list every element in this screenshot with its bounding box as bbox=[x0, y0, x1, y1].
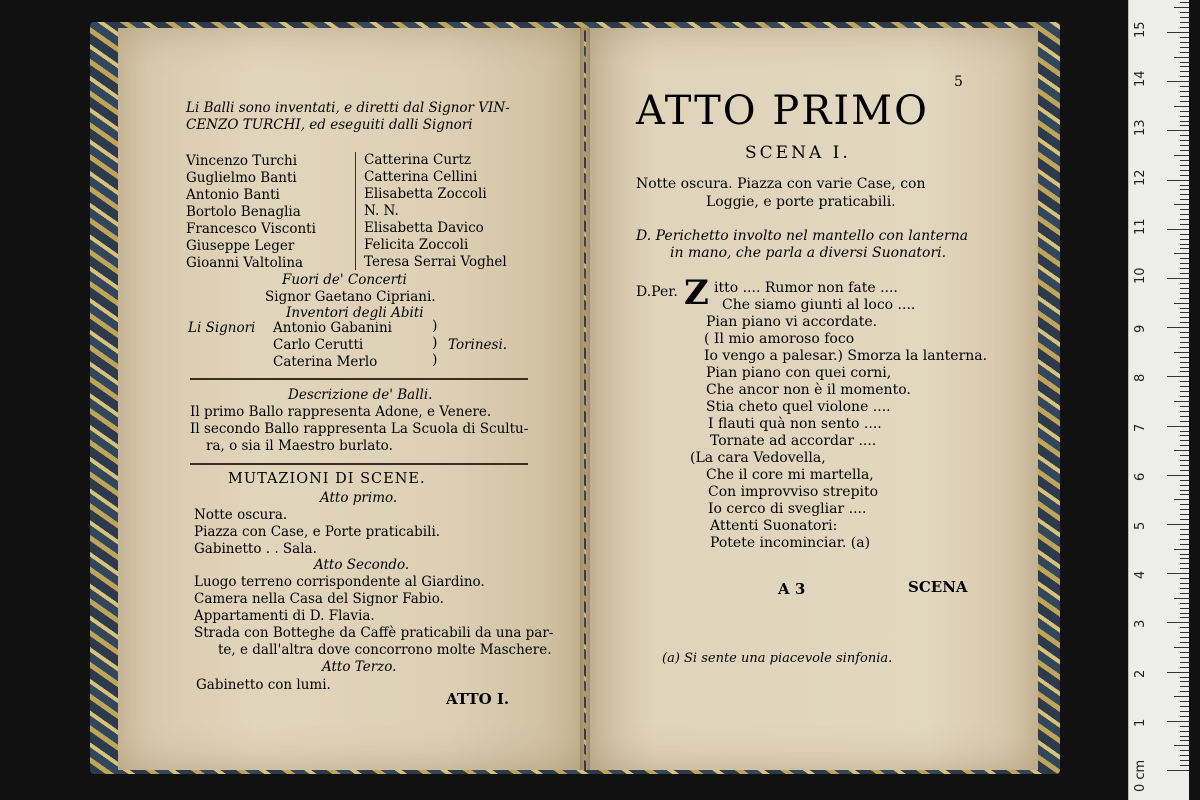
ruler-tick bbox=[1180, 465, 1189, 466]
verse-line: Pian piano con quei corni, bbox=[706, 365, 892, 381]
ruler-tick bbox=[1180, 701, 1189, 702]
ruler-tick bbox=[1180, 726, 1189, 727]
ruler-tick bbox=[1167, 573, 1189, 574]
verse-line: ( Il mio amoroso foco bbox=[704, 331, 855, 347]
ruler-tick bbox=[1167, 426, 1189, 427]
ruler-label: 15 bbox=[1133, 21, 1148, 38]
dancer-name: Catterina Curtz bbox=[364, 152, 472, 168]
ruler-label: 9 bbox=[1133, 324, 1148, 334]
ruler-tick bbox=[1180, 47, 1189, 48]
dancer-name: Bortolo Benaglia bbox=[186, 204, 301, 220]
ruler-tick bbox=[1180, 96, 1189, 97]
stage-direction-2: in mano, che parla a diversi Suonatori. bbox=[670, 245, 947, 261]
ruler-tick bbox=[1180, 554, 1189, 555]
ruler-tick bbox=[1180, 480, 1189, 481]
ruler-label: 13 bbox=[1133, 119, 1148, 137]
ruler-tick bbox=[1167, 524, 1189, 525]
ruler-tick bbox=[1180, 588, 1189, 589]
ruler-tick bbox=[1167, 32, 1189, 33]
ruler-tick bbox=[1174, 57, 1189, 58]
ruler-tick bbox=[1180, 435, 1189, 436]
header-line-1: Li Balli sono inventati, e diretti dal Signor VIN- bbox=[186, 100, 510, 116]
ruler-tick bbox=[1180, 558, 1189, 559]
stage-direction-1: D. Perichetto involto nel mantello con lanterna bbox=[636, 228, 969, 244]
drop-cap: Z bbox=[684, 273, 709, 313]
ruler-tick bbox=[1180, 91, 1189, 92]
scene-line: Camera nella Casa del Signor Fabio. bbox=[194, 591, 444, 607]
ruler-tick bbox=[1174, 696, 1189, 697]
ruler-tick bbox=[1180, 342, 1189, 343]
ruler-tick bbox=[1180, 490, 1189, 491]
divider-rule bbox=[190, 463, 528, 465]
ruler-tick bbox=[1180, 234, 1189, 235]
verse-line: Io cerco di svegliar .... bbox=[708, 501, 867, 517]
verse-line: Che siamo giunti al loco .... bbox=[722, 297, 916, 313]
ruler-tick bbox=[1174, 745, 1189, 746]
ruler-tick bbox=[1180, 691, 1189, 692]
verse-line: Io vengo a palesar.) Smorza la lanterna. bbox=[704, 348, 988, 364]
ruler-tick bbox=[1167, 721, 1189, 722]
right-catchword: SCENA bbox=[908, 578, 968, 596]
ruler-label: 7 bbox=[1133, 423, 1148, 432]
ruler-tick bbox=[1180, 121, 1189, 122]
signori-label: Li Signori bbox=[188, 320, 256, 336]
ruler-tick bbox=[1174, 155, 1189, 156]
ruler-tick bbox=[1167, 622, 1189, 623]
ruler-tick bbox=[1180, 160, 1189, 161]
ruler-tick bbox=[1180, 62, 1189, 63]
ruler-tick bbox=[1174, 253, 1189, 254]
ruler-tick bbox=[1180, 2, 1189, 3]
dancer-name: Teresa Serrai Voghel bbox=[364, 254, 507, 270]
verse-line: (La cara Vedovella, bbox=[690, 450, 826, 466]
ruler-tick bbox=[1174, 549, 1189, 550]
verse-line: Potete incominciar. (a) bbox=[710, 535, 871, 551]
ruler-label: 2 bbox=[1133, 669, 1148, 678]
ruler-label: 11 bbox=[1133, 218, 1148, 235]
ruler-tick bbox=[1180, 371, 1189, 372]
inventori-label: Inventori degli Abiti bbox=[286, 305, 424, 321]
ruler-tick bbox=[1180, 170, 1189, 171]
signature-mark: A 3 bbox=[778, 580, 806, 598]
ruler-tick bbox=[1180, 386, 1189, 387]
ruler-tick bbox=[1180, 135, 1189, 136]
ruler-label: 6 bbox=[1133, 472, 1148, 481]
ruler-tick bbox=[1180, 421, 1189, 422]
ruler-tick bbox=[1180, 194, 1189, 195]
scene-line: Strada con Botteghe da Caffè praticabili da una par- bbox=[194, 625, 554, 641]
dancer-name: Francesco Visconti bbox=[186, 221, 316, 237]
act-title: ATTO PRIMO bbox=[636, 88, 929, 134]
ruler-tick bbox=[1180, 613, 1189, 614]
scene-line: Gabinetto con lumi. bbox=[196, 677, 331, 693]
ruler-tick bbox=[1174, 106, 1189, 107]
ruler-tick bbox=[1174, 303, 1189, 304]
ruler-label: 10 bbox=[1133, 267, 1148, 284]
ruler-tick bbox=[1180, 416, 1189, 417]
ruler-tick bbox=[1180, 308, 1189, 309]
ruler-tick bbox=[1180, 391, 1189, 392]
ruler-label: 1 bbox=[1133, 718, 1148, 727]
ruler-tick bbox=[1180, 66, 1189, 67]
ruler-tick bbox=[1180, 42, 1189, 43]
ruler-tick bbox=[1180, 657, 1189, 658]
ruler-tick bbox=[1180, 347, 1189, 348]
verse-line: Che il core mi martella, bbox=[706, 467, 874, 483]
ruler-tick bbox=[1180, 111, 1189, 112]
ruler-tick bbox=[1174, 450, 1189, 451]
measuring-ruler bbox=[1128, 0, 1189, 800]
atto-secondo-label: Atto Secondo. bbox=[314, 557, 410, 573]
ruler-tick bbox=[1180, 52, 1189, 53]
ruler-tick bbox=[1180, 381, 1189, 382]
ballo-1: Il primo Ballo rappresenta Adone, e Venere. bbox=[190, 404, 492, 420]
verse-line: Che ancor non è il momento. bbox=[706, 382, 911, 398]
ruler-tick bbox=[1180, 332, 1189, 333]
scene-line: Luogo terreno corrispondente al Giardino. bbox=[194, 574, 485, 590]
ballo-2a: Il secondo Ballo rappresenta La Scuola di Scultu- bbox=[190, 421, 529, 437]
ruler-tick bbox=[1180, 529, 1189, 530]
ruler-tick bbox=[1180, 140, 1189, 141]
ruler-tick bbox=[1180, 514, 1189, 515]
ruler-tick bbox=[1167, 229, 1189, 230]
ruler-tick bbox=[1180, 485, 1189, 486]
ruler-tick bbox=[1180, 411, 1189, 412]
dancer-name: Gioanni Valtolina bbox=[186, 255, 304, 271]
verse-line: Stia cheto quel violone .... bbox=[706, 399, 891, 415]
ruler-tick bbox=[1174, 204, 1189, 205]
ruler-tick bbox=[1180, 711, 1189, 712]
ruler-tick bbox=[1180, 731, 1189, 732]
ruler-tick bbox=[1180, 750, 1189, 751]
ruler-tick bbox=[1180, 22, 1189, 23]
ruler-tick bbox=[1180, 258, 1189, 259]
ruler-tick bbox=[1180, 642, 1189, 643]
ruler-tick bbox=[1180, 37, 1189, 38]
ruler-tick bbox=[1167, 130, 1189, 131]
ruler-tick bbox=[1180, 494, 1189, 495]
ruler-tick bbox=[1167, 81, 1189, 82]
mutazioni-heading: MUTAZIONI DI SCENE. bbox=[228, 471, 426, 487]
dancer-name: N. N. bbox=[364, 203, 399, 219]
divider-rule bbox=[190, 378, 528, 380]
verse-line: Pian piano vi accordate. bbox=[706, 314, 878, 330]
ruler-tick bbox=[1180, 509, 1189, 510]
column-divider bbox=[355, 152, 356, 270]
ruler-tick bbox=[1180, 568, 1189, 569]
ruler-label: 0 cm bbox=[1133, 759, 1148, 792]
verse-line: I flauti quà non sento .... bbox=[708, 416, 882, 432]
ruler-tick bbox=[1167, 180, 1189, 181]
ruler-tick bbox=[1180, 593, 1189, 594]
ruler-tick bbox=[1180, 101, 1189, 102]
ruler-tick bbox=[1180, 224, 1189, 225]
ruler-tick bbox=[1180, 248, 1189, 249]
verse-line: Tornate ad accordar .... bbox=[710, 433, 877, 449]
cipriani-line: Signor Gaetano Cipriani. bbox=[265, 289, 436, 305]
ruler-tick bbox=[1180, 534, 1189, 535]
ruler-tick bbox=[1180, 150, 1189, 151]
ruler-tick bbox=[1167, 376, 1189, 377]
ruler-tick bbox=[1180, 470, 1189, 471]
ruler-tick bbox=[1180, 298, 1189, 299]
costume-name: Antonio Gabanini bbox=[273, 320, 392, 336]
ruler-tick bbox=[1180, 406, 1189, 407]
ruler-tick bbox=[1180, 627, 1189, 628]
dancer-name: Felicita Zoccoli bbox=[364, 237, 469, 253]
ruler-tick bbox=[1180, 317, 1189, 318]
ruler-tick bbox=[1180, 519, 1189, 520]
header-line-2: CENZO TURCHI, ed eseguiti dalli Signori bbox=[186, 117, 473, 133]
ruler-tick bbox=[1180, 263, 1189, 264]
dancer-name: Giuseppe Leger bbox=[186, 238, 295, 254]
ruler-tick bbox=[1180, 116, 1189, 117]
ruler-tick bbox=[1180, 145, 1189, 146]
scene-line: Gabinetto . . Sala. bbox=[194, 541, 317, 557]
ruler-tick bbox=[1180, 755, 1189, 756]
ruler-label: 3 bbox=[1133, 620, 1148, 629]
fuori-label: Fuori de' Concerti bbox=[282, 272, 407, 288]
ruler-tick bbox=[1180, 125, 1189, 126]
ruler-tick bbox=[1180, 740, 1189, 741]
ruler-tick bbox=[1180, 637, 1189, 638]
torinesi-label: Torinesi. bbox=[448, 337, 508, 353]
ruler-tick bbox=[1180, 460, 1189, 461]
ruler-tick bbox=[1180, 337, 1189, 338]
speaker-label: D.Per. bbox=[636, 284, 678, 300]
page-number: 5 bbox=[954, 74, 963, 90]
ruler-tick bbox=[1174, 7, 1189, 8]
ruler-tick bbox=[1180, 283, 1189, 284]
ruler-tick bbox=[1180, 765, 1189, 766]
ruler-tick bbox=[1180, 431, 1189, 432]
ruler-tick bbox=[1180, 27, 1189, 28]
ruler-tick bbox=[1167, 327, 1189, 328]
dancer-name: Antonio Banti bbox=[186, 187, 280, 203]
costume-name: Carlo Cerutti bbox=[273, 337, 364, 353]
ruler-tick bbox=[1180, 632, 1189, 633]
ruler-tick bbox=[1180, 86, 1189, 87]
ruler-label: 4 bbox=[1133, 570, 1148, 580]
ruler-tick bbox=[1180, 736, 1189, 737]
scene-line: te, e dall'altra dove concorrono molte Maschere. bbox=[218, 642, 552, 658]
ruler-tick bbox=[1180, 583, 1189, 584]
left-catchword: ATTO I. bbox=[446, 690, 510, 708]
ruler-tick bbox=[1180, 362, 1189, 363]
ruler-tick bbox=[1180, 76, 1189, 77]
ruler-tick bbox=[1167, 770, 1189, 771]
ruler-label: 12 bbox=[1133, 169, 1148, 186]
dancer-name: Guglielmo Banti bbox=[186, 170, 297, 186]
dancer-name: Vincenzo Turchi bbox=[186, 153, 298, 169]
verse-line: Attenti Suonatori: bbox=[710, 518, 838, 534]
dancer-name: Elisabetta Zoccoli bbox=[364, 186, 487, 202]
ruler-tick bbox=[1180, 199, 1189, 200]
ruler-tick bbox=[1180, 667, 1189, 668]
ruler-tick bbox=[1180, 312, 1189, 313]
ruler-tick bbox=[1180, 189, 1189, 190]
footnote: (a) Si sente una piacevole sinfonia. bbox=[662, 651, 893, 666]
ruler-label: 14 bbox=[1133, 70, 1148, 88]
dancer-name: Catterina Cellini bbox=[364, 169, 478, 185]
ruler-tick bbox=[1180, 563, 1189, 564]
ruler-tick bbox=[1180, 396, 1189, 397]
ruler-tick bbox=[1180, 273, 1189, 274]
ruler-tick bbox=[1180, 239, 1189, 240]
ruler-tick bbox=[1180, 662, 1189, 663]
ruler-tick bbox=[1180, 165, 1189, 166]
atto-terzo-label: Atto Terzo. bbox=[322, 659, 397, 675]
ruler-tick bbox=[1174, 499, 1189, 500]
ruler-tick bbox=[1180, 244, 1189, 245]
setting-line-1: Notte oscura. Piazza con varie Case, con bbox=[636, 176, 926, 192]
ruler-tick bbox=[1180, 12, 1189, 13]
ruler-tick bbox=[1180, 175, 1189, 176]
ruler-tick bbox=[1174, 352, 1189, 353]
verse-line: itto .... Rumor non fate .... bbox=[714, 280, 898, 296]
costume-name: Caterina Merlo bbox=[273, 354, 378, 370]
ballo-2b: ra, o sia il Maestro burlato. bbox=[206, 438, 393, 454]
ruler-tick bbox=[1180, 445, 1189, 446]
ruler-tick bbox=[1180, 185, 1189, 186]
ruler-tick bbox=[1180, 357, 1189, 358]
ruler-tick bbox=[1180, 367, 1189, 368]
ruler-tick bbox=[1180, 71, 1189, 72]
book-gutter bbox=[580, 28, 590, 770]
ruler-label: 8 bbox=[1133, 374, 1148, 383]
dancer-name: Elisabetta Davico bbox=[364, 220, 484, 236]
ruler-tick bbox=[1167, 278, 1189, 279]
ruler-tick bbox=[1180, 578, 1189, 579]
ruler-tick bbox=[1180, 268, 1189, 269]
ruler-tick bbox=[1180, 603, 1189, 604]
ruler-tick bbox=[1180, 214, 1189, 215]
ruler-tick bbox=[1180, 760, 1189, 761]
ruler-tick bbox=[1180, 706, 1189, 707]
scene-line: Notte oscura. bbox=[194, 507, 288, 523]
scene-line: Piazza con Case, e Porte praticabili. bbox=[194, 524, 441, 540]
ruler-tick bbox=[1180, 539, 1189, 540]
ruler-tick bbox=[1180, 17, 1189, 18]
ruler-tick bbox=[1180, 288, 1189, 289]
ruler-tick bbox=[1174, 647, 1189, 648]
descrizione-heading: Descrizione de' Balli. bbox=[288, 387, 433, 403]
ruler-tick bbox=[1180, 652, 1189, 653]
ruler-label: 5 bbox=[1133, 521, 1148, 530]
brace: ) ) ) bbox=[432, 318, 438, 368]
ruler-tick bbox=[1180, 209, 1189, 210]
ruler-tick bbox=[1180, 440, 1189, 441]
ruler-tick bbox=[1180, 608, 1189, 609]
scene-line: Appartamenti di D. Flavia. bbox=[194, 608, 375, 624]
ruler-tick bbox=[1180, 617, 1189, 618]
ruler-tick bbox=[1180, 681, 1189, 682]
ruler-tick bbox=[1167, 475, 1189, 476]
ruler-tick bbox=[1180, 219, 1189, 220]
ruler-tick bbox=[1174, 598, 1189, 599]
ruler-tick bbox=[1180, 677, 1189, 678]
setting-line-2: Loggie, e porte praticabili. bbox=[706, 194, 896, 210]
scene-heading: SCENA I. bbox=[745, 143, 851, 163]
verse-line: Con improvviso strepito bbox=[708, 484, 879, 500]
ruler-tick bbox=[1180, 293, 1189, 294]
ruler-tick bbox=[1180, 544, 1189, 545]
ruler-tick bbox=[1180, 322, 1189, 323]
ruler-tick bbox=[1174, 401, 1189, 402]
ruler-tick bbox=[1167, 672, 1189, 673]
ruler-tick bbox=[1180, 455, 1189, 456]
atto-primo-label: Atto primo. bbox=[320, 490, 398, 506]
ruler-tick bbox=[1180, 686, 1189, 687]
ruler-tick bbox=[1180, 716, 1189, 717]
ruler-tick bbox=[1180, 504, 1189, 505]
